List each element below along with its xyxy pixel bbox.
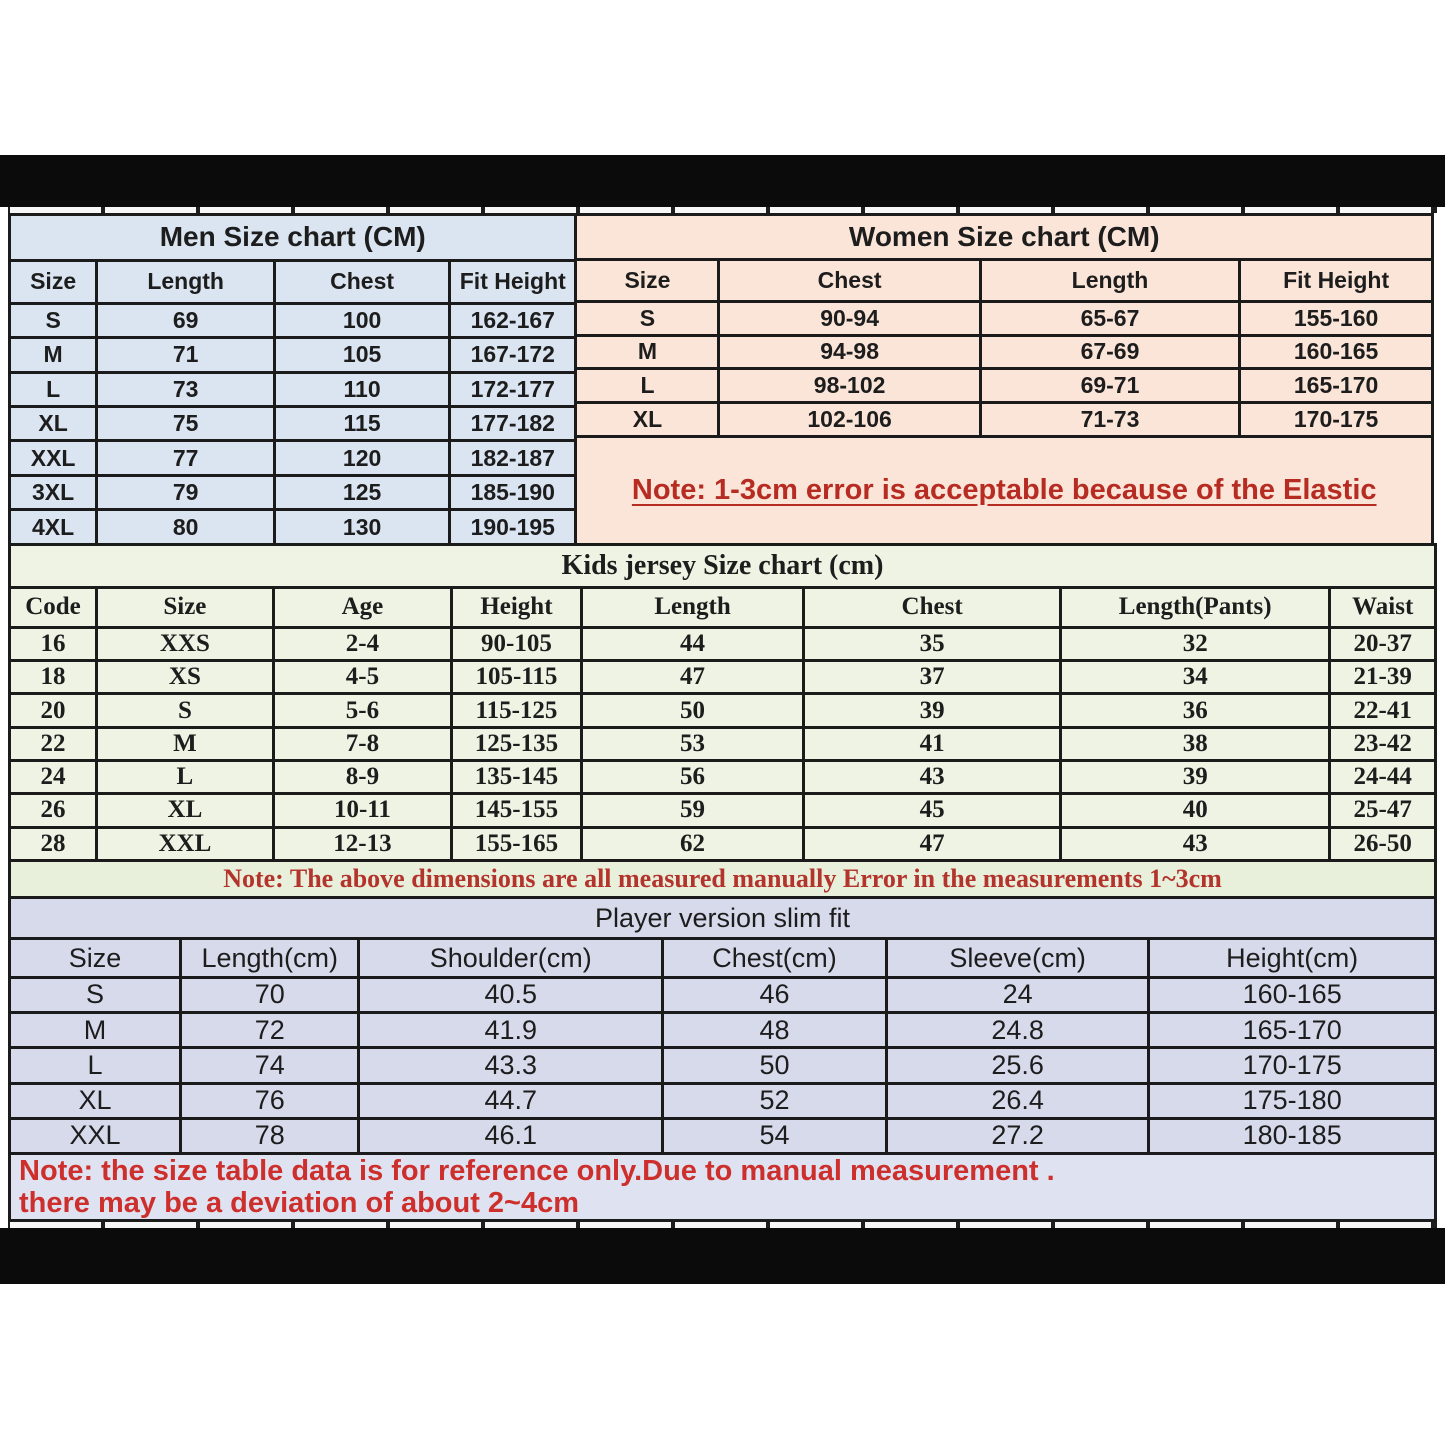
column-header-size: Size xyxy=(576,260,719,302)
table-cell: 185-190 xyxy=(450,475,576,509)
table-cell: 40 xyxy=(1060,794,1330,827)
table-cell: L xyxy=(96,761,273,794)
table-cell: 177-182 xyxy=(450,406,576,440)
table-cell: 76 xyxy=(181,1083,359,1118)
table-cell: 35 xyxy=(804,627,1061,660)
table-cell: 69 xyxy=(97,303,275,337)
men-table-head xyxy=(10,215,576,304)
column-header-shoulder-cm: Shoulder(cm) xyxy=(359,939,663,977)
table-cell: 16 xyxy=(10,627,97,660)
table-row xyxy=(10,475,576,509)
table-cell: 115-125 xyxy=(452,694,582,727)
table-cell: 67-69 xyxy=(980,335,1240,369)
table-cell: 165-170 xyxy=(1240,369,1433,403)
table-cell: 135-145 xyxy=(452,761,582,794)
table-cell: 37 xyxy=(804,661,1061,694)
table-cell: 46.1 xyxy=(359,1118,663,1153)
table-cell: 32 xyxy=(1060,627,1330,660)
table-row xyxy=(10,794,1436,827)
table-cell: 47 xyxy=(581,661,803,694)
column-header-chest-cm: Chest(cm) xyxy=(663,939,887,977)
table-cell: S xyxy=(10,977,181,1012)
column-header-sleeve-cm: Sleeve(cm) xyxy=(886,939,1148,977)
table-row xyxy=(10,661,1436,694)
table-cell: 162-167 xyxy=(450,303,576,337)
table-cell: 4XL xyxy=(10,510,97,545)
table-row xyxy=(576,369,1433,403)
table-cell: 170-175 xyxy=(1149,1048,1436,1083)
women-table-title: Women Size chart (CM) xyxy=(576,215,1433,260)
table-cell: 3XL xyxy=(10,475,97,509)
table-row xyxy=(10,441,576,475)
table-row xyxy=(576,335,1433,369)
kids-table-title: Kids jersey Size chart (cm) xyxy=(10,545,1436,588)
men-title-row xyxy=(10,215,576,261)
footer-note-line-1: Note: the size table data is for reference only.Due to manual measurement . xyxy=(19,1155,1055,1187)
table-cell: 4-5 xyxy=(273,661,451,694)
footer-reference-note xyxy=(8,1152,1437,1222)
table-cell: 40.5 xyxy=(359,977,663,1012)
table-cell: 59 xyxy=(581,794,803,827)
women-table-head xyxy=(576,215,1433,302)
table-cell: 23-42 xyxy=(1330,727,1436,760)
table-cell: S xyxy=(10,303,97,337)
table-cell: 170-175 xyxy=(1240,403,1433,437)
column-header-fit-height: Fit Height xyxy=(450,260,576,303)
table-cell: 80 xyxy=(97,510,275,545)
column-header-length-pants: Length(Pants) xyxy=(1060,587,1330,627)
table-cell: 48 xyxy=(663,1013,887,1048)
table-cell: S xyxy=(576,301,719,335)
table-cell: 78 xyxy=(181,1118,359,1153)
column-header-chest: Chest xyxy=(719,260,980,302)
table-cell: 105 xyxy=(275,338,450,372)
table-cell: 52 xyxy=(663,1083,887,1118)
column-header-code: Code xyxy=(10,587,97,627)
table-cell: 5-6 xyxy=(273,694,451,727)
column-header-height-cm: Height(cm) xyxy=(1149,939,1436,977)
bottom-black-bar xyxy=(0,1228,1445,1284)
table-cell: 182-187 xyxy=(450,441,576,475)
kids-measurement-note-text: Note: The above dimensions are all measured manually Error in the measurements 1~3cm xyxy=(223,864,1222,893)
table-cell: 90-105 xyxy=(452,627,582,660)
column-header-chest: Chest xyxy=(804,587,1061,627)
column-header-length-cm: Length(cm) xyxy=(181,939,359,977)
table-cell: XL xyxy=(576,403,719,437)
kids-header-row xyxy=(10,587,1436,627)
table-cell: 56 xyxy=(581,761,803,794)
column-header-age: Age xyxy=(273,587,451,627)
table-cell: 65-67 xyxy=(980,301,1240,335)
table-cell: 41.9 xyxy=(359,1013,663,1048)
table-cell: 7-8 xyxy=(273,727,451,760)
table-cell: XL xyxy=(96,794,273,827)
table-cell: 8-9 xyxy=(273,761,451,794)
table-cell: 24 xyxy=(10,761,97,794)
table-cell: XXL xyxy=(10,441,97,475)
table-cell: L xyxy=(10,1048,181,1083)
table-cell: 22-41 xyxy=(1330,694,1436,727)
table-cell: 27.2 xyxy=(886,1118,1148,1153)
table-cell: 22 xyxy=(10,727,97,760)
table-cell: 90-94 xyxy=(719,301,980,335)
column-header-fit-height: Fit Height xyxy=(1240,260,1433,302)
table-cell: 98-102 xyxy=(719,369,980,403)
table-row xyxy=(10,338,576,372)
table-cell: 72 xyxy=(181,1013,359,1048)
table-row xyxy=(576,301,1433,335)
table-row xyxy=(10,761,1436,794)
table-cell: 160-165 xyxy=(1240,335,1433,369)
table-cell: M xyxy=(96,727,273,760)
women-size-table xyxy=(574,213,1434,438)
kids-table-head xyxy=(10,545,1436,628)
women-table-body xyxy=(576,301,1433,436)
table-cell: 73 xyxy=(97,372,275,406)
table-cell: 125 xyxy=(275,475,450,509)
table-row xyxy=(10,406,576,440)
table-cell: XL xyxy=(10,1083,181,1118)
table-cell: 43 xyxy=(1060,827,1330,860)
men-size-table xyxy=(8,213,577,546)
table-cell: 74 xyxy=(181,1048,359,1083)
table-cell: 125-135 xyxy=(452,727,582,760)
table-cell: 20 xyxy=(10,694,97,727)
table-row xyxy=(10,1013,1436,1048)
player-title-row xyxy=(10,898,1436,939)
column-header-chest: Chest xyxy=(275,260,450,303)
table-cell: M xyxy=(10,1013,181,1048)
table-cell: 39 xyxy=(1060,761,1330,794)
table-cell: 145-155 xyxy=(452,794,582,827)
table-cell: 50 xyxy=(581,694,803,727)
women-title-row xyxy=(576,215,1433,260)
table-cell: XL xyxy=(10,406,97,440)
table-cell: L xyxy=(576,369,719,403)
table-cell: M xyxy=(10,338,97,372)
men-women-section xyxy=(8,213,1437,546)
table-cell: 172-177 xyxy=(450,372,576,406)
table-row xyxy=(10,303,576,337)
table-cell: 50 xyxy=(663,1048,887,1083)
player-version-table xyxy=(8,896,1437,1155)
table-cell: 44 xyxy=(581,627,803,660)
column-header-size: Size xyxy=(10,939,181,977)
table-cell: 110 xyxy=(275,372,450,406)
table-cell: 24.8 xyxy=(886,1013,1148,1048)
table-cell: 105-115 xyxy=(452,661,582,694)
table-row xyxy=(10,510,576,545)
table-row xyxy=(10,827,1436,860)
table-cell: XS xyxy=(96,661,273,694)
table-row xyxy=(10,977,1436,1012)
table-cell: 43 xyxy=(804,761,1061,794)
men-table-title: Men Size chart (CM) xyxy=(10,215,576,261)
table-cell: 38 xyxy=(1060,727,1330,760)
column-header-length: Length xyxy=(97,260,275,303)
column-header-waist: Waist xyxy=(1330,587,1436,627)
table-cell: 39 xyxy=(804,694,1061,727)
player-header-row xyxy=(10,939,1436,977)
table-cell: 190-195 xyxy=(450,510,576,545)
table-cell: 94-98 xyxy=(719,335,980,369)
player-table-head xyxy=(10,898,1436,978)
table-cell: 34 xyxy=(1060,661,1330,694)
men-table-body xyxy=(10,303,576,544)
men-header-row xyxy=(10,260,576,303)
table-cell: 71-73 xyxy=(980,403,1240,437)
table-cell: 71 xyxy=(97,338,275,372)
table-cell: 10-11 xyxy=(273,794,451,827)
column-header-size: Size xyxy=(96,587,273,627)
table-cell: M xyxy=(576,335,719,369)
table-cell: 165-170 xyxy=(1149,1013,1436,1048)
table-cell: 36 xyxy=(1060,694,1330,727)
table-cell: 12-13 xyxy=(273,827,451,860)
table-cell: 115 xyxy=(275,406,450,440)
table-row xyxy=(10,627,1436,660)
table-row xyxy=(10,727,1436,760)
table-row xyxy=(10,372,576,406)
table-cell: 18 xyxy=(10,661,97,694)
table-cell: 24-44 xyxy=(1330,761,1436,794)
table-cell: 21-39 xyxy=(1330,661,1436,694)
table-cell: 43.3 xyxy=(359,1048,663,1083)
table-cell: L xyxy=(10,372,97,406)
table-row xyxy=(576,403,1433,437)
player-table-title: Player version slim fit xyxy=(10,898,1436,939)
table-cell: 24 xyxy=(886,977,1148,1012)
table-cell: XXS xyxy=(96,627,273,660)
table-cell: 25.6 xyxy=(886,1048,1148,1083)
table-cell: 62 xyxy=(581,827,803,860)
table-cell: 160-165 xyxy=(1149,977,1436,1012)
table-row xyxy=(10,1118,1436,1153)
women-block xyxy=(574,213,1434,546)
column-header-size: Size xyxy=(10,260,97,303)
table-cell: 77 xyxy=(97,441,275,475)
table-cell: 45 xyxy=(804,794,1061,827)
table-cell: 70 xyxy=(181,977,359,1012)
table-cell: 155-160 xyxy=(1240,301,1433,335)
column-header-height: Height xyxy=(452,587,582,627)
table-cell: 180-185 xyxy=(1149,1118,1436,1153)
table-row xyxy=(10,694,1436,727)
kids-title-row xyxy=(10,545,1436,588)
top-black-bar xyxy=(0,155,1445,207)
player-table-body xyxy=(10,977,1436,1153)
kids-table-body xyxy=(10,627,1436,860)
table-cell: 102-106 xyxy=(719,403,980,437)
table-cell: 26-50 xyxy=(1330,827,1436,860)
table-cell: 26.4 xyxy=(886,1083,1148,1118)
table-cell: 2-4 xyxy=(273,627,451,660)
table-cell: 41 xyxy=(804,727,1061,760)
table-cell: 47 xyxy=(804,827,1061,860)
women-elastic-note xyxy=(574,435,1434,546)
kids-size-table xyxy=(8,543,1437,862)
kids-measurement-note xyxy=(8,859,1437,899)
table-cell: 25-47 xyxy=(1330,794,1436,827)
table-cell: 120 xyxy=(275,441,450,475)
table-cell: 100 xyxy=(275,303,450,337)
table-cell: XXL xyxy=(10,1118,181,1153)
table-cell: 20-37 xyxy=(1330,627,1436,660)
table-cell: 53 xyxy=(581,727,803,760)
footer-note-line-2: there may be a deviation of about 2~4cm xyxy=(19,1187,580,1219)
table-cell: 155-165 xyxy=(452,827,582,860)
column-header-length: Length xyxy=(581,587,803,627)
women-elastic-note-text: Note: 1-3cm error is acceptable because of the Elastic xyxy=(631,474,1377,506)
column-header-length: Length xyxy=(980,260,1240,302)
table-cell: 26 xyxy=(10,794,97,827)
table-cell: 75 xyxy=(97,406,275,440)
women-header-row xyxy=(576,260,1433,302)
table-cell: S xyxy=(96,694,273,727)
table-row xyxy=(10,1048,1436,1083)
table-cell: 28 xyxy=(10,827,97,860)
table-cell: 69-71 xyxy=(980,369,1240,403)
table-cell: 54 xyxy=(663,1118,887,1153)
table-cell: XXL xyxy=(96,827,273,860)
table-cell: 167-172 xyxy=(450,338,576,372)
table-cell: 79 xyxy=(97,475,275,509)
table-row xyxy=(10,1083,1436,1118)
table-cell: 46 xyxy=(663,977,887,1012)
table-cell: 44.7 xyxy=(359,1083,663,1118)
table-cell: 130 xyxy=(275,510,450,545)
table-cell: 175-180 xyxy=(1149,1083,1436,1118)
